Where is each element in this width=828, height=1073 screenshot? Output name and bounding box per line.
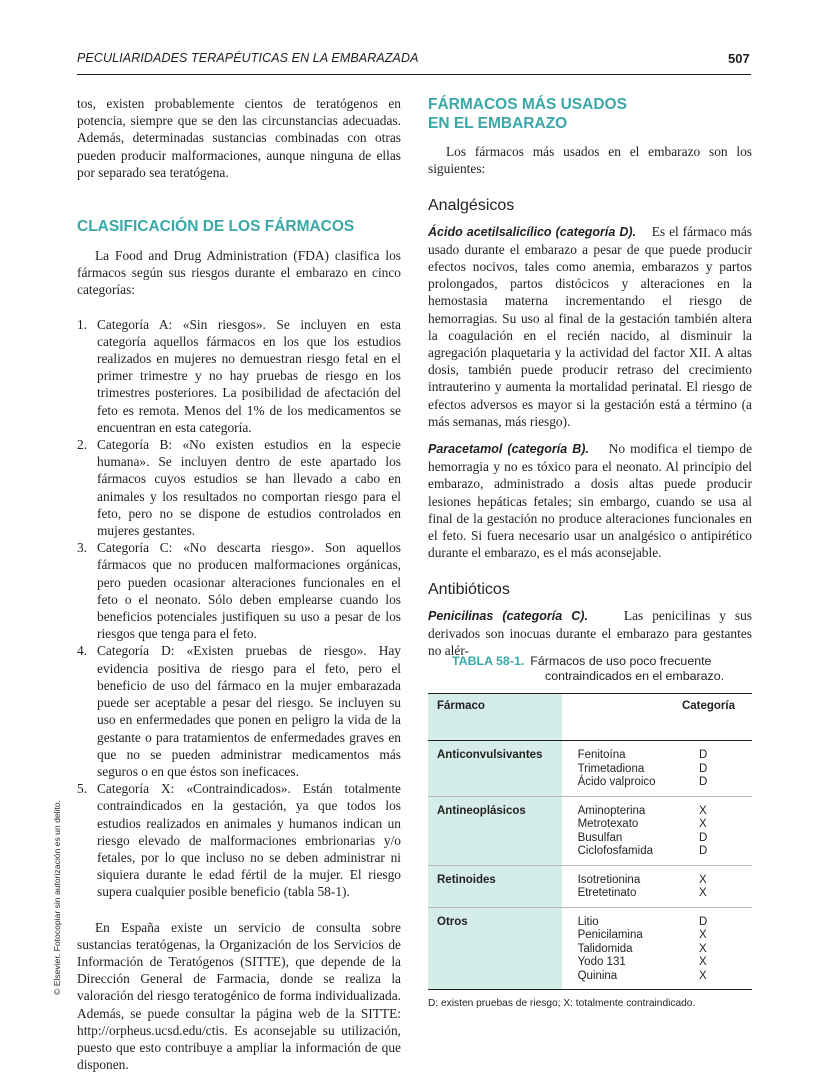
list-item <box>77 539 401 642</box>
list-number: 5. <box>77 781 88 797</box>
section-heading-common-drugs <box>428 95 752 133</box>
col-header-drug: Fármaco <box>428 694 562 741</box>
list-text: Categoría D: «Existen pruebas de riesgo». Hay evidencia positiva de riesgo para el feto, pero el beneficio de uso del fármaco en la mujer embarazada puede ser aceptable a pesar del riesgo. Se incluyen su uso en enfermedades que ponen en peligro la vida de la gestante o para tratamientos de enfermedades graves en que no se pueden administrar medicamentos más seguros o en que éstos son ineficaces. <box>97 643 401 779</box>
aspirin-lead: Ácido acetilsalicílico (categoría D). <box>428 224 637 239</box>
table-header-row <box>428 694 752 741</box>
table-footnote: D: existen pruebas de riesgo; X: totalmente contraindicado. <box>428 998 696 1009</box>
penicillin-text: Las penicilinas y sus derivados son inocuas durante el embarazo para gestantes no alér- <box>428 607 753 659</box>
table-58-1 <box>428 654 752 1009</box>
heading-line-1: FÁRMACOS MÁS USADOS <box>428 96 627 113</box>
col-header-category: Categoría <box>681 700 735 712</box>
penicillin-paragraph <box>428 607 752 660</box>
col-header-spacer <box>562 694 699 741</box>
list-number: 4. <box>77 643 88 659</box>
list-text: Categoría B: «No existen estudios en la especie humana». Se incluyen dentro de este apartado los fármacos cuyos estudios se han llevado a cabo en animales y los resultados no comportan riesgo para el feto, pero no se dispone de estudios controlados en mujeres gestantes. <box>97 437 401 539</box>
category-list-cell: X X <box>699 865 752 907</box>
sitte-paragraph: En España existe un servicio de consulta sobre sustancias teratógenas, la Organización de los Servicios de Información de Teratógenos (SITTE), que depende de la Dirección General de Farmacia, donde se realiza la valoración del riesgo teratogénico de forma individualizada. Además, se puede consultar la página web de la SITTE: http://orpheus.ucsd.edu/ctis. Es aconsejable su utilización, puesto que esto contribuye a ampliar la información de que disponen. <box>77 919 401 1073</box>
page-number: 507 <box>728 51 750 66</box>
list-text: Categoría C: «No descarta riesgo». Son aquellos fármacos que no producen malformaciones orgánicas, pero pueden ocasionar alteraciones funcionales en el feto o el neonato. Sólo deben emplearse cuando los beneficios potenciales justifiquen su uso a pesar de los riesgos que tenga para el feto. <box>97 540 401 642</box>
table-tag: TABLA 58-1. <box>452 654 525 668</box>
penicillin-lead: Penicilinas (categoría C). <box>428 608 588 623</box>
header-rule <box>77 74 751 75</box>
drug-list: Isotretionina Etretetinato <box>562 865 699 907</box>
list-item <box>77 780 401 900</box>
table-caption <box>428 654 752 684</box>
category-list-cell: X X D D <box>699 796 752 865</box>
list-text: Categoría X: «Contraindicados». Están totalmente contraindicados en la gestación, ya que todos los estudios realizados en animales y humanos indican un riesgo elevado de malformaciones embrionarias y/o fetales, por lo que incluso no se deben administrar ni siquiera durante le edad fértil de la mujer. El riesgo supera cualquier posible beneficio (tabla 58-1). <box>97 781 401 900</box>
drug-list: Litio Penicilamina Talidomida Yodo 131 Quinina <box>562 907 699 990</box>
common-drugs-intro: Los fármacos más usados en el embarazo son los siguientes: <box>428 144 752 177</box>
table-row <box>428 907 752 990</box>
paracetamol-paragraph <box>428 440 752 561</box>
list-item <box>77 436 401 539</box>
group-name: Anticonvulsivantes <box>428 741 562 797</box>
drug-table <box>428 693 752 990</box>
intro-paragraph: tos, existen probablemente cientos de teratógenos en potencia, siempre que se den las circunstancias adecuadas. Además, determinadas sustancias combinadas con otras pueden producir malformaciones, aunque ninguna de ellas por separado sea teratógena. <box>77 96 401 180</box>
category-list <box>77 316 401 901</box>
paracetamol-lead: Paracetamol (categoría B). <box>428 442 589 457</box>
right-column <box>428 95 752 659</box>
copyright-side-note: © Elsevier. Fotocopiar sin autorización es un delito. <box>52 799 62 995</box>
paracetamol-text: No modifica el tiempo de hemorragia y no es tóxico para el neonato. Al principio del embarazo, administrado a dosis altas puede producir lesiones hepáticas fetales; sin embargo, cuando se usa al final de la gestación no produce alteraciones funcionales en el feto. Si fuera necesario usar un analgésico o antipirético durante el embarazo, es el más aconsejable. <box>428 441 753 561</box>
section-heading-classification: CLASIFICACIÓN DE LOS FÁRMACOS <box>77 218 355 236</box>
subheading-analgesics: Analgésicos <box>428 197 515 215</box>
list-number: 3. <box>77 540 88 556</box>
list-text: Categoría A: «Sin riesgos». Se incluyen en esta categoría aquellos fármacos en los que los estudios realizados en mujeres no demuestran riesgo fetal en el primer trimestre y no hay pruebas de riesgo en los trimestres posteriores. La posibilidad de afectación del feto es remota. Menos del 1% de los medicamentos se encuentran en esta categoría. <box>97 316 401 435</box>
table-row <box>428 741 752 797</box>
running-head: PECULIARIDADES TERAPÉUTICAS EN LA EMBARAZADA <box>77 51 419 65</box>
category-list-cell: D D D <box>699 741 752 797</box>
left-column <box>77 95 401 1073</box>
list-number: 1. <box>77 316 88 332</box>
fda-paragraph: La Food and Drug Administration (FDA) clasifica los fármacos según sus riesgos durante el embarazo en cinco categorías: <box>77 248 401 298</box>
group-name: Otros <box>428 907 562 990</box>
subheading-antibiotics: Antibióticos <box>428 581 510 599</box>
caption-line-1: Fármacos de uso poco frecuente <box>530 654 712 668</box>
heading-line-2: EN EL EMBARAZO <box>428 115 568 132</box>
aspirin-paragraph <box>428 223 752 430</box>
drug-list: Aminopterina Metrotexato Busulfan Ciclofosfamida <box>562 796 699 865</box>
list-number: 2. <box>77 437 88 453</box>
drug-list: Fenitoína Trimetadiona Ácido valproico <box>562 741 699 797</box>
caption-line-2: contraindicados en el embarazo. <box>545 669 725 683</box>
aspirin-text: Es el fármaco más usado durante el embarazo a pesar de que puede producir efectos nocivos, tales como anemia, embarazos y partos prolongados, partos distócicos y alteraciones en la hemostasia materna incrementando el riesgo de hemorragias. Su uso al final de la gestación también altera la coagulación en el recién nacido, al disminuir la agregación plaquetaria y la actividad del factor XII. A altas dosis, también puede producir retraso del crecimiento intrauterino y aumenta la mortalidad perinatal. El riesgo de efectos adversos es mayor si la gestación está a término (a más semanas, más riesgo). <box>428 223 753 429</box>
table-row <box>428 865 752 907</box>
list-item <box>77 642 401 780</box>
list-item <box>77 316 401 436</box>
category-list-cell: D X X X X <box>699 907 752 990</box>
table-row <box>428 796 752 865</box>
group-name: Antineoplásicos <box>428 796 562 865</box>
group-name: Retinoides <box>428 865 562 907</box>
